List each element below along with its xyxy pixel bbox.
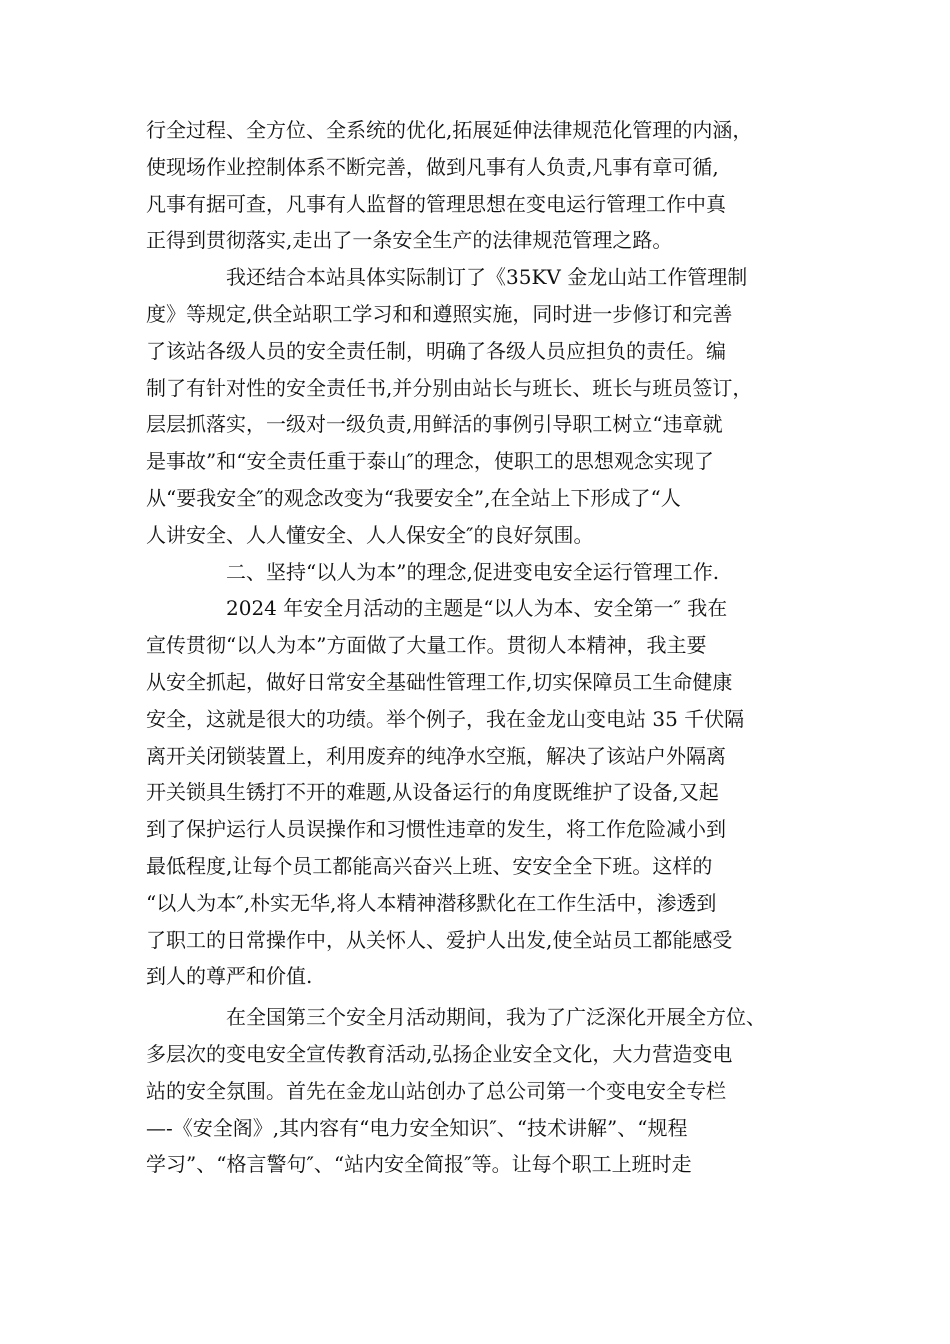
text-line: “以人为本″,朴实无华,将人本精神潜移默化在工作生活中，渗透到 (146, 890, 717, 915)
paragraph-continuation (146, 112, 822, 259)
text-line: 凡事有据可查，凡事有人监督的管理思想在变电运行管理工作中真 (146, 191, 726, 216)
paragraph-people-oriented (146, 590, 822, 995)
text-line: 正得到贯彻落实,走出了一条安全生产的法律规范管理之路。 (146, 228, 673, 253)
text-line: 是事故”和“安全责任重于泰山″的理念，使职工的思想观念实现了 (146, 449, 714, 474)
text-line: 度》等规定,供全站职工学习和和遵照实施，同时进一步修订和完善 (146, 301, 733, 326)
text-line: 多层次的变电安全宣传教育活动,弘扬企业安全文化，大力营造变电 (146, 1041, 733, 1066)
text-line: 最低程度,让每个员工都能高兴奋兴上班、安安全全下班。这样的 (146, 853, 713, 878)
text-line: 人讲安全、人人懂安全、人人保安全″的良好氛围。 (146, 522, 594, 547)
heading-line: 二、坚持“以人为本”的理念,促进变电安全运行管理工作. (226, 559, 720, 584)
text-line: 到了保护运行人员误操作和习惯性违章的发生，将工作危险减小到 (146, 817, 726, 842)
text-line: —-《安全阁》,其内容有“电力安全知识″、“技术讲解”、“规程 (146, 1115, 688, 1140)
paragraph-station-rules (146, 259, 822, 553)
text-line: 到人的尊严和价值. (146, 964, 313, 989)
text-line: 2024 年安全月活动的主题是“以人为本、安全第一″ 我在 (226, 596, 728, 621)
text-line: 行全过程、全方位、全系统的优化,拓展延伸法律规范化管理的内涵， (146, 118, 753, 142)
text-line: 了职工的日常操作中，从关怀人、爱护人出发,使全站员工都能感受 (146, 927, 733, 952)
section-heading (146, 554, 822, 591)
text-line: 离开关闭锁装置上，利用废弃的纯净水空瓶，解决了该站户外隔离 (146, 743, 726, 768)
text-line: 使现场作业控制体系不断完善，做到凡事有人负责,凡事有章可循, (146, 154, 719, 179)
text-line: 安全，这就是很大的功绩。举个例子，我在金龙山变电站 35 千伏隔 (146, 706, 745, 731)
text-line: 站的安全氛围。首先在金龙山站创办了总公司第一个变电安全专栏 (146, 1078, 726, 1103)
text-line: 宣传贯彻“以人为本”方面做了大量工作。贯彻人本精神，我主要 (146, 633, 707, 658)
paragraph-safety-month (146, 999, 822, 1183)
text-line: 从“要我安全″的观念改变为“我要安全”,在全站上下形成了“人 (146, 485, 681, 510)
text-line: 学习”、“格言警句″、“站内安全简报″等。让每个职工上班时走 (146, 1152, 692, 1177)
text-line: 开关锁具生锈打不开的难题,从设备运行的角度既维护了设备,又起 (146, 780, 719, 805)
text-line: 了该站各级人员的安全责任制，明确了各级人员应担负的责任。编 (146, 338, 726, 363)
text-line: 层层抓落实，一级对一级负责,用鲜活的事例引导职工树立“违章就 (146, 412, 723, 437)
text-line: 制了有针对性的安全责任书,并分别由站长与班长、班长与班员签订， (146, 375, 753, 400)
text-line: 从安全抓起，做好日常安全基础性管理工作,切实保障员工生命健康 (146, 669, 733, 694)
document-body (146, 112, 822, 1183)
text-line: 在全国第三个安全月活动期间，我为了广泛深化开展全方位、 (226, 1005, 766, 1030)
text-line: 我还结合本站具体实际制订了《35KV 金龙山站工作管理制 (226, 265, 748, 290)
